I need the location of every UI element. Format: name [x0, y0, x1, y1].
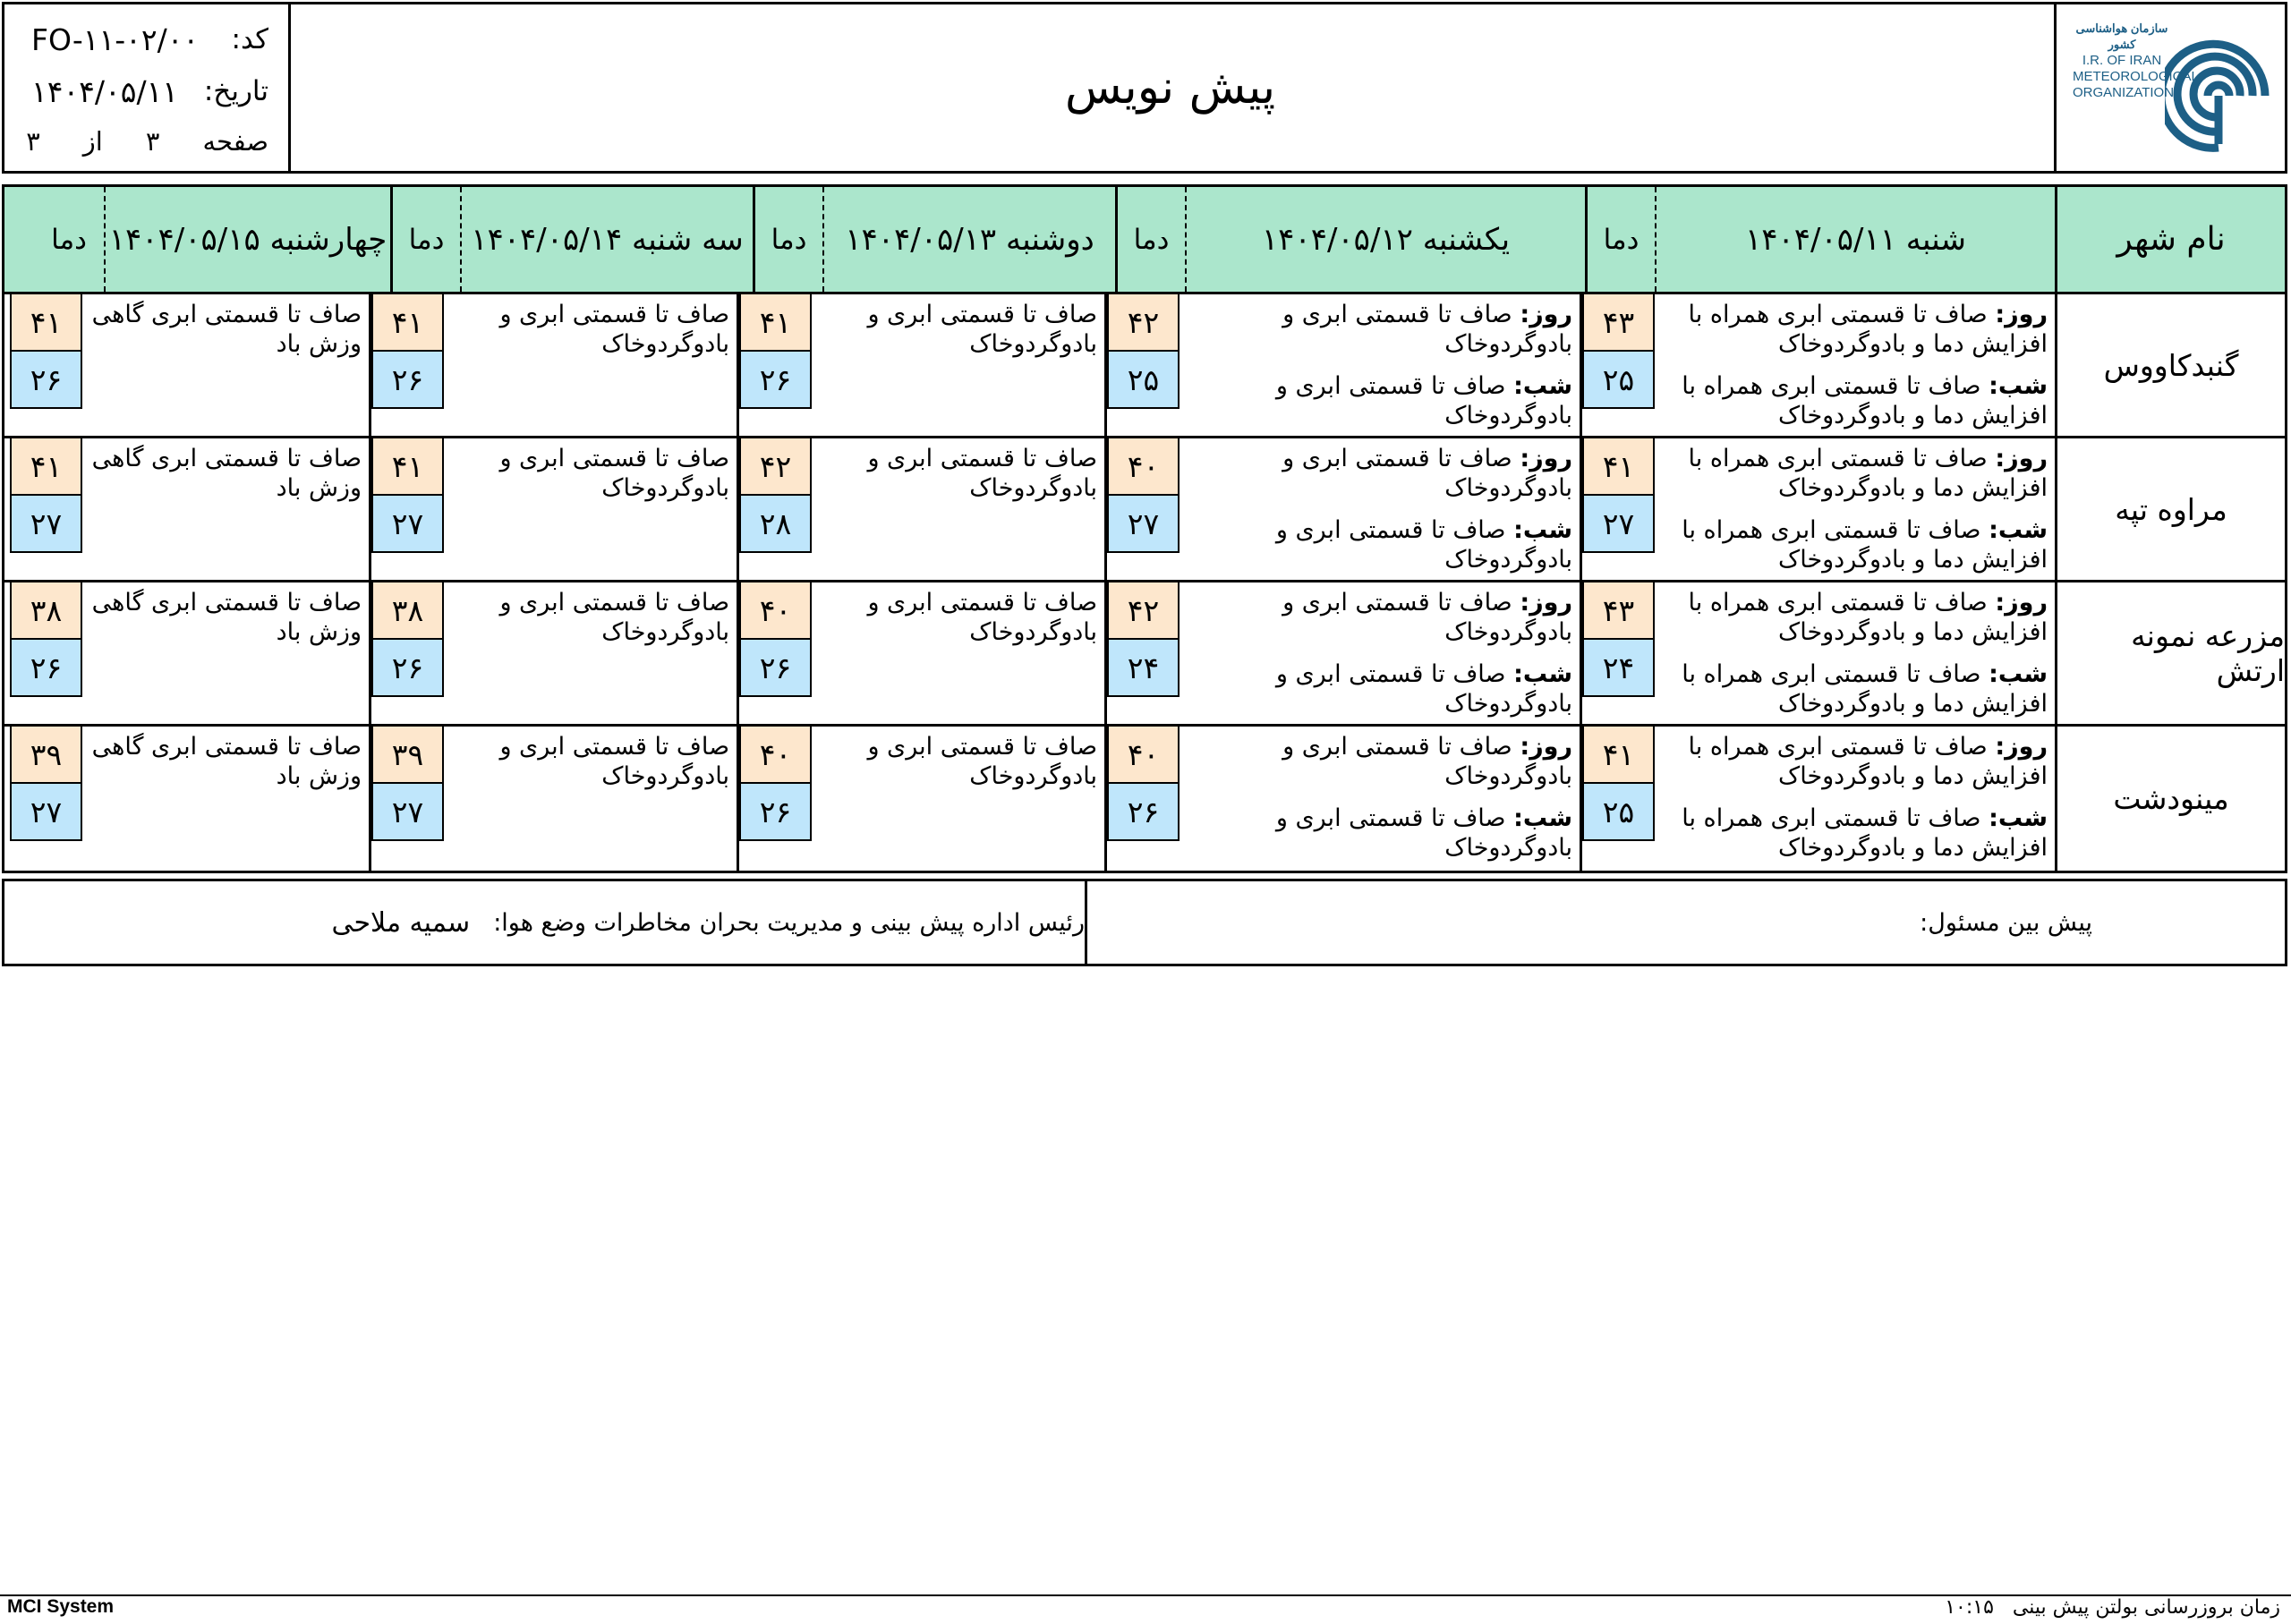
- night-forecast-text: صاف تا قسمتی ابری و بادوگردوخاک: [1275, 804, 1572, 862]
- logo-en-line2: METEOROLOGICAL: [2073, 69, 2199, 84]
- max-temperature: ۴۱: [12, 294, 81, 352]
- forecast-cell: [369, 438, 737, 580]
- min-temperature: ۲۶: [373, 352, 442, 407]
- night-forecast: [1662, 515, 2048, 574]
- forecast-cell: [1580, 727, 2055, 871]
- temperature-box: [1107, 294, 1180, 409]
- table-header-row: [4, 187, 2285, 294]
- temperature-box: [739, 727, 812, 841]
- date-header-4: سه شنبه ۱۴۰۴/۰۵/۱۴: [460, 187, 753, 292]
- night-forecast: [1187, 659, 1572, 718]
- logo-fa-text: سازمان هواشناسی کشور: [2075, 21, 2168, 51]
- page-title: پیش نویس: [1064, 61, 1276, 115]
- min-temperature: ۲۷: [12, 496, 81, 551]
- night-forecast-label: شب:: [1513, 804, 1572, 832]
- page-total: ۳: [26, 126, 40, 157]
- logo-en-line1: I.R. OF IRAN: [2082, 53, 2162, 68]
- code-row: [31, 17, 268, 62]
- night-forecast: [1662, 803, 2048, 863]
- day-forecast-label: روز:: [1995, 445, 2048, 472]
- max-temperature: ۴۰: [741, 582, 810, 640]
- forecast-text: صاف تا قسمتی ابری گاهی وزش باد: [91, 301, 362, 358]
- forecast-description: [812, 727, 1104, 871]
- forecast-cell: [1104, 294, 1580, 436]
- day-forecast: [1662, 444, 2048, 503]
- min-temperature: ۲۷: [373, 496, 442, 551]
- page-of: از: [82, 126, 103, 157]
- temperature-box: [1582, 294, 1655, 409]
- day-forecast: [1187, 588, 1572, 647]
- forecast-description: [812, 294, 1104, 436]
- night-forecast-label: شب:: [1989, 372, 2048, 400]
- forecast-cell: [1580, 438, 2055, 580]
- forecast-cell: [1104, 438, 1580, 580]
- system-name: MCI System: [7, 1596, 115, 1617]
- max-temperature: ۴۱: [373, 294, 442, 352]
- min-temperature: ۲۴: [1584, 640, 1653, 695]
- min-temperature: ۲۴: [1109, 640, 1178, 695]
- day-forecast: [1662, 300, 2048, 359]
- forecast-description: [812, 438, 1104, 580]
- night-forecast: [1662, 659, 2048, 718]
- min-temperature: ۲۵: [1109, 352, 1178, 407]
- forecast-description: [82, 438, 369, 580]
- max-temperature: ۴۲: [1109, 294, 1178, 352]
- table-row: [4, 582, 2285, 727]
- day-forecast-label: روز:: [1995, 589, 2048, 616]
- min-temperature: ۲۶: [741, 352, 810, 407]
- forecast-text: صاف تا قسمتی ابری و بادوگردوخاک: [499, 589, 729, 646]
- forecast-description: [82, 294, 369, 436]
- temperature-box: [371, 438, 444, 553]
- day-forecast: [1187, 444, 1572, 503]
- max-temperature: ۳۹: [373, 727, 442, 784]
- forecast-text: صاف تا قسمتی ابری گاهی وزش باد: [91, 589, 362, 646]
- forecast-description: [444, 294, 737, 436]
- forecast-cell: [1580, 294, 2055, 436]
- max-temperature: ۴۲: [1109, 582, 1178, 640]
- temp-header-2: دما: [1115, 187, 1185, 292]
- forecaster-signature: [1085, 881, 2285, 964]
- forecast-cell: [737, 582, 1104, 724]
- temperature-box: [739, 582, 812, 697]
- max-temperature: ۴۰: [1109, 727, 1178, 784]
- date-label: تاریخ:: [203, 75, 268, 107]
- forecast-cell: [737, 727, 1104, 871]
- max-temperature: ۳۹: [12, 727, 81, 784]
- report-header: [2, 2, 2287, 174]
- table-body: [4, 294, 2285, 871]
- forecast-text: صاف تا قسمتی ابری گاهی وزش باد: [91, 445, 362, 502]
- day-forecast-label: روز:: [1520, 445, 1572, 472]
- day-forecast: [1662, 588, 2048, 647]
- temperature-box: [1582, 727, 1655, 841]
- page-current: ۳: [145, 126, 160, 157]
- day-forecast-label: روز:: [1995, 301, 2048, 328]
- min-temperature: ۲۶: [12, 640, 81, 695]
- temp-header-3: دما: [753, 187, 822, 292]
- night-forecast-text: صاف تا قسمتی ابری همراه با افزایش دما و بادوگردوخاک: [1682, 804, 2048, 862]
- night-forecast: [1187, 371, 1572, 430]
- night-forecast-text: صاف تا قسمتی ابری همراه با افزایش دما و بادوگردوخاک: [1682, 516, 2048, 574]
- day-forecast-text: صاف تا قسمتی ابری و بادوگردوخاک: [1282, 445, 1572, 502]
- min-temperature: ۲۶: [741, 640, 810, 695]
- temperature-box: [10, 727, 82, 841]
- forecast-description: [1655, 582, 2055, 724]
- document-meta: [4, 4, 291, 171]
- min-temperature: ۲۵: [1584, 784, 1653, 839]
- night-forecast-text: صاف تا قسمتی ابری و بادوگردوخاک: [1275, 516, 1572, 574]
- code-value: FO-۱۱-۰۲/۰۰: [31, 21, 200, 57]
- temperature-box: [371, 727, 444, 841]
- forecast-table: [2, 184, 2287, 873]
- forecast-description: [444, 582, 737, 724]
- temperature-box: [10, 582, 82, 697]
- forecast-description: [82, 727, 369, 871]
- temp-header-1: دما: [1585, 187, 1655, 292]
- head-signature: [4, 881, 1087, 964]
- temperature-box: [371, 582, 444, 697]
- forecast-text: صاف تا قسمتی ابری و بادوگردوخاک: [867, 589, 1097, 646]
- city-name: مراوه تپه: [2055, 438, 2285, 580]
- table-row: [4, 727, 2285, 871]
- day-forecast: [1187, 300, 1572, 359]
- date-header-2: یکشنبه ۱۴۰۴/۰۵/۱۲: [1185, 187, 1585, 292]
- min-temperature: ۲۷: [1584, 496, 1653, 551]
- max-temperature: ۴۱: [1584, 438, 1653, 496]
- max-temperature: ۴۱: [12, 438, 81, 496]
- signature-box: [2, 879, 2287, 966]
- forecast-cell: [369, 294, 737, 436]
- night-forecast-label: شب:: [1513, 372, 1572, 400]
- logo-spiral-icon: [2165, 21, 2272, 155]
- night-forecast-text: صاف تا قسمتی ابری و بادوگردوخاک: [1275, 372, 1572, 429]
- day-forecast-text: صاف تا قسمتی ابری همراه با افزایش دما و بادوگردوخاک: [1688, 445, 2048, 502]
- forecast-description: [1655, 294, 2055, 436]
- forecast-description: [444, 727, 737, 871]
- min-temperature: ۲۵: [1584, 352, 1653, 407]
- night-forecast-text: صاف تا قسمتی ابری و بادوگردوخاک: [1275, 660, 1572, 718]
- update-time: ۱۰:۱۵: [1945, 1596, 1994, 1619]
- forecast-text: صاف تا قسمتی ابری و بادوگردوخاک: [867, 733, 1097, 790]
- day-forecast-label: روز:: [1995, 733, 2048, 761]
- bottom-bar: [0, 1594, 2291, 1624]
- temperature-box: [1582, 582, 1655, 697]
- forecaster-label: پیش بین مسئول:: [1920, 908, 2092, 937]
- forecast-description: [444, 438, 737, 580]
- table-row: [4, 294, 2285, 438]
- forecast-cell: [10, 582, 369, 724]
- forecast-cell: [737, 294, 1104, 436]
- logo-text: [2073, 21, 2199, 101]
- forecast-cell: [1104, 727, 1580, 871]
- forecast-text: صاف تا قسمتی ابری گاهی وزش باد: [91, 733, 362, 790]
- forecast-cell: [1104, 582, 1580, 724]
- temperature-box: [1582, 438, 1655, 553]
- max-temperature: ۴۱: [1584, 727, 1653, 784]
- min-temperature: ۲۸: [741, 496, 810, 551]
- min-temperature: ۲۷: [373, 784, 442, 839]
- forecast-text: صاف تا قسمتی ابری و بادوگردوخاک: [867, 301, 1097, 358]
- day-forecast-text: صاف تا قسمتی ابری و بادوگردوخاک: [1282, 589, 1572, 646]
- max-temperature: ۴۲: [741, 438, 810, 496]
- date-header-5: چهارشنبه ۱۴۰۴/۰۵/۱۵: [104, 187, 390, 292]
- forecast-description: [1655, 438, 2055, 580]
- forecast-text: صاف تا قسمتی ابری و بادوگردوخاک: [499, 445, 729, 502]
- forecast-description: [1180, 727, 1580, 871]
- forecast-description: [1180, 582, 1580, 724]
- day-forecast-label: روز:: [1520, 733, 1572, 761]
- head-label: رئیس اداره پیش بینی و مدیریت بحران مخاطرات وضع هوا:: [493, 908, 1085, 937]
- max-temperature: ۴۱: [373, 438, 442, 496]
- forecast-cell: [1580, 582, 2055, 724]
- forecast-cell: [10, 727, 369, 871]
- organization-logo: [2054, 4, 2285, 171]
- night-forecast-text: صاف تا قسمتی ابری همراه با افزایش دما و بادوگردوخاک: [1682, 660, 2048, 718]
- temperature-box: [10, 294, 82, 409]
- city-name: مینودشت: [2055, 727, 2285, 871]
- max-temperature: ۴۳: [1584, 582, 1653, 640]
- max-temperature: ۴۳: [1584, 294, 1653, 352]
- day-forecast-text: صاف تا قسمتی ابری همراه با افزایش دما و بادوگردوخاک: [1688, 733, 2048, 790]
- max-temperature: ۴۰: [1109, 438, 1178, 496]
- day-forecast-label: روز:: [1520, 301, 1572, 328]
- night-forecast-label: شب:: [1513, 516, 1572, 544]
- table-row: [4, 438, 2285, 582]
- forecast-description: [82, 582, 369, 724]
- night-forecast-label: شب:: [1989, 804, 2048, 832]
- day-forecast-text: صاف تا قسمتی ابری همراه با افزایش دما و بادوگردوخاک: [1688, 589, 2048, 646]
- city-column-header: نام شهر: [2055, 187, 2285, 292]
- forecast-text: صاف تا قسمتی ابری و بادوگردوخاک: [867, 445, 1097, 502]
- date-value: ۱۴۰۴/۰۵/۱۱: [31, 73, 179, 109]
- night-forecast-label: شب:: [1989, 660, 2048, 688]
- city-name: مزرعه نمونه ارتش: [2055, 582, 2285, 724]
- night-forecast: [1187, 515, 1572, 574]
- forecast-cell: [10, 438, 369, 580]
- temperature-box: [10, 438, 82, 553]
- date-header-1: شنبه ۱۴۰۴/۰۵/۱۱: [1655, 187, 2055, 292]
- min-temperature: ۲۶: [741, 784, 810, 839]
- forecast-cell: [10, 294, 369, 436]
- max-temperature: ۳۸: [12, 582, 81, 640]
- forecast-description: [1180, 294, 1580, 436]
- max-temperature: ۴۱: [741, 294, 810, 352]
- day-forecast: [1662, 732, 2048, 791]
- temperature-box: [1107, 727, 1180, 841]
- forecast-description: [1655, 727, 2055, 871]
- min-temperature: ۲۷: [1109, 496, 1178, 551]
- max-temperature: ۳۸: [373, 582, 442, 640]
- forecast-text: صاف تا قسمتی ابری و بادوگردوخاک: [499, 301, 729, 358]
- day-forecast: [1187, 732, 1572, 791]
- min-temperature: ۲۷: [12, 784, 81, 839]
- temp-header-5: دما: [51, 223, 87, 256]
- temperature-box: [1107, 582, 1180, 697]
- night-forecast: [1662, 371, 2048, 430]
- temperature-box: [1107, 438, 1180, 553]
- forecast-cell: [369, 727, 737, 871]
- head-name: سمیه ملاحی: [331, 906, 471, 939]
- update-label: زمان بروزرسانی بولتن پیش بینی: [2012, 1596, 2280, 1619]
- temp-header-4: دما: [390, 187, 460, 292]
- date-header-3: دوشنبه ۱۴۰۴/۰۵/۱۳: [822, 187, 1115, 292]
- update-info: [1945, 1596, 2280, 1619]
- night-forecast: [1187, 803, 1572, 863]
- day-forecast-label: روز:: [1520, 589, 1572, 616]
- day-forecast-text: صاف تا قسمتی ابری و بادوگردوخاک: [1282, 301, 1572, 358]
- max-temperature: ۴۰: [741, 727, 810, 784]
- min-temperature: ۲۶: [1109, 784, 1178, 839]
- temperature-box: [739, 294, 812, 409]
- page-row: [26, 119, 268, 164]
- temperature-box: [371, 294, 444, 409]
- forecast-cell: [369, 582, 737, 724]
- min-temperature: ۲۶: [12, 352, 81, 407]
- temperature-box: [739, 438, 812, 553]
- forecast-description: [1180, 438, 1580, 580]
- forecast-text: صاف تا قسمتی ابری و بادوگردوخاک: [499, 733, 729, 790]
- night-forecast-label: شب:: [1989, 516, 2048, 544]
- day-forecast-text: صاف تا قسمتی ابری و بادوگردوخاک: [1282, 733, 1572, 790]
- night-forecast-label: شب:: [1513, 660, 1572, 688]
- forecast-cell: [737, 438, 1104, 580]
- code-label: کد:: [231, 23, 268, 55]
- page-label: صفحه: [202, 126, 268, 157]
- day-forecast-text: صاف تا قسمتی ابری همراه با افزایش دما و بادوگردوخاک: [1688, 301, 2048, 358]
- logo-en-line3: ORGANIZATION: [2073, 85, 2175, 100]
- date-row: [31, 69, 268, 114]
- night-forecast-text: صاف تا قسمتی ابری همراه با افزایش دما و بادوگردوخاک: [1682, 372, 2048, 429]
- min-temperature: ۲۶: [373, 640, 442, 695]
- forecast-description: [812, 582, 1104, 724]
- city-name: گنبدکاووس: [2055, 294, 2285, 436]
